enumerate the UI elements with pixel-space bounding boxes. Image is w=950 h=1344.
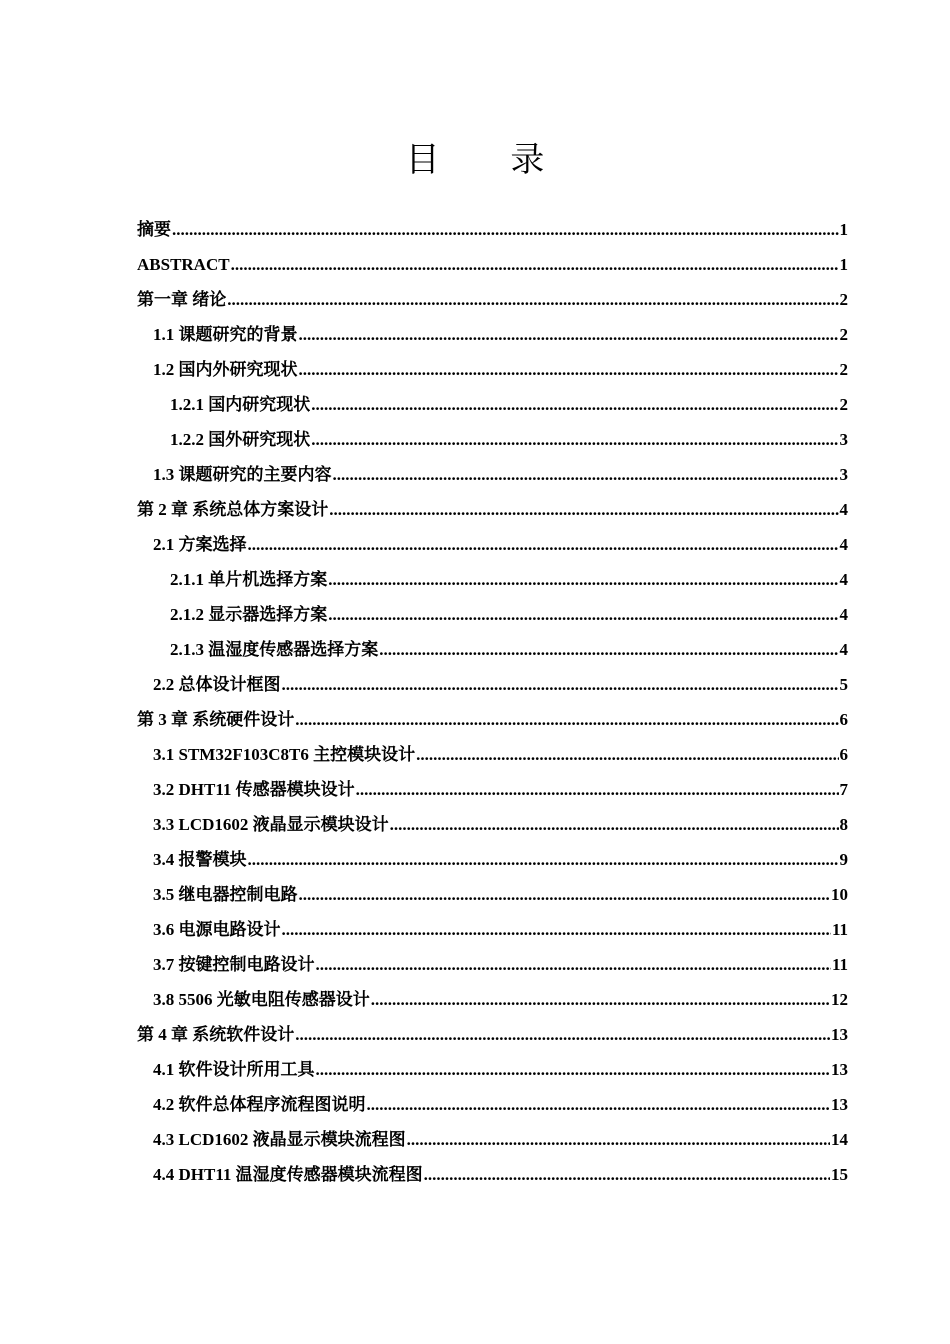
toc-page-number: 2 [839, 290, 848, 309]
toc-dot-leader [329, 492, 838, 527]
toc-page-number: 4 [839, 570, 848, 589]
page-title: 目 录 [405, 140, 575, 180]
toc-dot-leader [328, 597, 838, 632]
toc-entry-label: 1.2.1 国内研究现状 [170, 395, 311, 414]
toc-page-number: 3 [839, 465, 848, 484]
toc-entry-label: ABSTRACT [137, 255, 230, 274]
toc-page-number: 5 [839, 675, 848, 694]
toc-entry-label: 4.4 DHT11 温湿度传感器模块流程图 [153, 1165, 423, 1184]
toc-dot-leader [299, 352, 839, 387]
toc-dot-leader [379, 632, 838, 667]
toc-page-number: 7 [839, 780, 848, 799]
toc-entry-label: 3.4 报警模块 [153, 850, 247, 869]
toc-page-number: 8 [839, 815, 848, 834]
toc-dot-leader [227, 282, 838, 317]
toc-entry-label: 2.1.3 温湿度传感器选择方案 [170, 640, 379, 659]
toc-dot-leader [328, 562, 838, 597]
toc-dot-leader [333, 457, 839, 492]
toc-dot-leader [407, 1122, 830, 1157]
toc-page-number: 1 [839, 220, 848, 239]
toc-entry-label: 第一章 绪论 [137, 290, 227, 309]
toc-page-number: 4 [839, 535, 848, 554]
toc-entry-chapter-3[interactable] [137, 702, 848, 737]
toc-entry-4-4[interactable] [137, 1157, 848, 1192]
toc-page-number: 4 [839, 605, 848, 624]
toc-entry-1-3[interactable] [137, 457, 848, 492]
toc-entry-label: 4.2 软件总体程序流程图说明 [153, 1095, 366, 1114]
toc-page-number: 15 [831, 1165, 848, 1184]
toc-entry-abstract-en[interactable] [137, 247, 848, 282]
toc-dot-leader [356, 772, 839, 807]
toc-entry-2-1-1[interactable] [137, 562, 848, 597]
toc-entry-label: 4.1 软件设计所用工具 [153, 1060, 315, 1079]
toc-entry-label: 1.1 课题研究的背景 [153, 325, 298, 344]
toc-dot-leader [316, 1052, 831, 1087]
toc-dot-leader [282, 912, 831, 947]
toc-entry-label: 2.2 总体设计框图 [153, 675, 281, 694]
toc-entry-label: 2.1.1 单片机选择方案 [170, 570, 328, 589]
toc-entry-label: 4.3 LCD1602 液晶显示模块流程图 [153, 1130, 406, 1149]
toc-entry-2-2[interactable] [137, 667, 848, 702]
toc-entry-label: 第 4 章 系统软件设计 [137, 1025, 295, 1044]
toc-entry-label: 3.8 5506 光敏电阻传感器设计 [153, 990, 370, 1009]
toc-dot-leader [371, 982, 830, 1017]
toc-entry-1-2[interactable] [137, 352, 848, 387]
toc-entry-label: 3.1 STM32F103C8T6 主控模块设计 [153, 745, 416, 764]
toc-entry-chapter-1[interactable] [137, 282, 848, 317]
toc-entry-label: 3.3 LCD1602 液晶显示模块设计 [153, 815, 389, 834]
toc-entry-4-3[interactable] [137, 1122, 848, 1157]
toc-page-number: 2 [839, 395, 848, 414]
toc-page-number: 1 [839, 255, 848, 274]
toc-entry-chapter-4[interactable] [137, 1017, 848, 1052]
toc-page-number: 10 [831, 885, 848, 904]
toc-entry-label: 3.2 DHT11 传感器模块设计 [153, 780, 355, 799]
toc-entry-2-1-2[interactable] [137, 597, 848, 632]
toc-entry-2-1-3[interactable] [137, 632, 848, 667]
toc-dot-leader [231, 247, 839, 282]
toc-page-number: 11 [831, 955, 848, 974]
toc-page-number: 12 [831, 990, 848, 1009]
toc-page-number: 2 [839, 360, 848, 379]
toc-entry-label: 3.7 按键控制电路设计 [153, 955, 315, 974]
toc-page-number: 13 [831, 1095, 848, 1114]
toc-entry-label: 3.6 电源电路设计 [153, 920, 281, 939]
toc-dot-leader [390, 807, 839, 842]
toc-page-number: 6 [839, 710, 848, 729]
toc-entry-1-2-1[interactable] [137, 387, 848, 422]
toc-dot-leader [311, 422, 838, 457]
toc-entry-abstract-cn[interactable] [137, 212, 848, 247]
toc-page-number: 6 [839, 745, 848, 764]
toc-dot-leader [367, 1087, 831, 1122]
toc-dot-leader [248, 842, 839, 877]
toc-entry-2-1[interactable] [137, 527, 848, 562]
toc-entry-label: 2.1.2 显示器选择方案 [170, 605, 328, 624]
toc-dot-leader [282, 667, 839, 702]
toc-page-number: 13 [831, 1025, 848, 1044]
toc-entry-label: 第 2 章 系统总体方案设计 [137, 500, 329, 519]
toc-entry-1-1[interactable] [137, 317, 848, 352]
toc-page-number: 3 [839, 430, 848, 449]
toc-dot-leader [424, 1157, 830, 1192]
toc-dot-leader [172, 212, 839, 247]
table-of-contents [137, 212, 848, 1192]
toc-entry-3-1[interactable] [137, 737, 848, 772]
toc-page-number: 4 [839, 500, 848, 519]
toc-entry-3-2[interactable] [137, 772, 848, 807]
toc-dot-leader [311, 387, 838, 422]
toc-entry-4-2[interactable] [137, 1087, 848, 1122]
toc-entry-label: 摘要 [137, 220, 171, 239]
toc-page-number: 11 [831, 920, 848, 939]
toc-entry-3-8[interactable] [137, 982, 848, 1017]
toc-entry-label: 2.1 方案选择 [153, 535, 247, 554]
toc-dot-leader [295, 1017, 830, 1052]
toc-entry-label: 第 3 章 系统硬件设计 [137, 710, 295, 729]
toc-entry-3-3[interactable] [137, 807, 848, 842]
toc-dot-leader [416, 737, 838, 772]
toc-entry-chapter-2[interactable] [137, 492, 848, 527]
toc-entry-1-2-2[interactable] [137, 422, 848, 457]
toc-dot-leader [299, 877, 831, 912]
toc-entry-3-7[interactable] [137, 947, 848, 982]
toc-page-number: 4 [839, 640, 848, 659]
toc-entry-4-1[interactable] [137, 1052, 848, 1087]
toc-page-number: 14 [831, 1130, 848, 1149]
toc-page-number: 9 [839, 850, 848, 869]
toc-dot-leader [295, 702, 838, 737]
toc-page-number: 13 [831, 1060, 848, 1079]
toc-entry-label: 1.3 课题研究的主要内容 [153, 465, 332, 484]
toc-entry-label: 1.2 国内外研究现状 [153, 360, 298, 379]
toc-entry-label: 1.2.2 国外研究现状 [170, 430, 311, 449]
toc-dot-leader [248, 527, 839, 562]
toc-dot-leader [316, 947, 831, 982]
toc-entry-label: 3.5 继电器控制电路 [153, 885, 298, 904]
toc-entry-3-5[interactable] [137, 877, 848, 912]
toc-dot-leader [299, 317, 839, 352]
toc-entry-3-6[interactable] [137, 912, 848, 947]
toc-page-number: 2 [839, 325, 848, 344]
toc-entry-3-4[interactable] [137, 842, 848, 877]
